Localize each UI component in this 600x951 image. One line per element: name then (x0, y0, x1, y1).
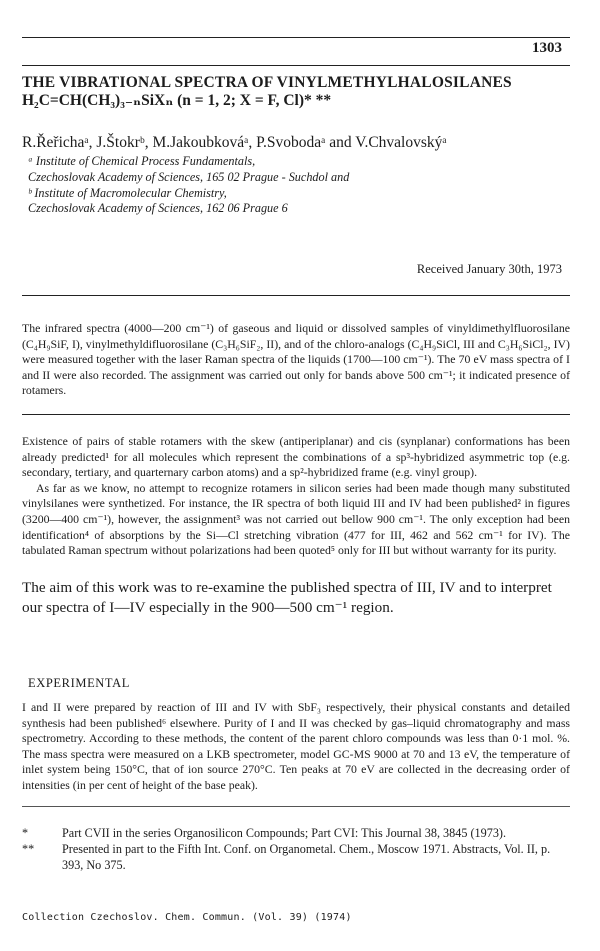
abstract-top-rule (22, 295, 570, 296)
author-list: R.Řeřichaᵃ, J.Štokrᵇ, M.Jakoubkováᵃ, P.Svobodaᵃ and V.Chvalovskýᵃ (22, 134, 447, 151)
abstract-bottom-rule (22, 414, 570, 415)
header-rule (22, 65, 570, 66)
section-heading-experimental: EXPERIMENTAL (28, 676, 131, 690)
aim-statement: The aim of this work was to re-examine the published spectra of III, IV and to interpret our spectra of I—IV especially in the 900—500 cm⁻¹ region. (22, 579, 552, 616)
footnote-mark: * (22, 826, 29, 840)
footnote-text: Part CVII in the series Organosilicon Compounds; Part CVI: This Journal 38, 3845 (1973). (62, 826, 507, 840)
footnote-mark: ** (22, 841, 35, 856)
intro-paragraph: Existence of pairs of stable rotamers with the skew (antiperiplanar) and cis (synplanar) conformations has been already predicted¹ for all molecules which represent the combinations of a sp³-hybridized asymmetric top (e.g. secondary, tertiary, and quarternary carbon atoms) and a sp²-hybridized frame (e.g. vinyl group). (22, 434, 570, 480)
affiliation-line: Czechoslovak Academy of Sciences, 162 06 Prague 6 (28, 201, 288, 216)
footnotes (22, 826, 570, 873)
top-rule (22, 37, 570, 38)
affiliation-line: ᵇ Institute of Macromolecular Chemistry, (28, 185, 227, 200)
article-formula: H₂C=CH(CH₃)₃₋ₙSiXₙ (n = 1, 2; X = F, Cl)* ** (22, 92, 332, 109)
article-title: THE VIBRATIONAL SPECTRA OF VINYLMETHYLHALOSILANES (22, 74, 512, 91)
abstract: The infrared spectra (4000—200 cm⁻¹) of gaseous and liquid or dissolved samples of vinyldimethylfluorosilane (C₄H₉SiF, I), vinylmethyldifluorosilane (C₃H₆SiF₂, II), and of the chloro-analogs (C₄H₉SiCl, III and C₃H₆SiCl₂, IV) were measured together with the laser Raman spectra of the liquids (1700—100 cm⁻¹). The 70 eV mass spectra of I and II were also recorded. The assignment was carried out only for bands above 500 cm⁻¹; it indicated presence of rotamers. (22, 321, 570, 398)
footnote-rule (22, 806, 570, 807)
footnote-text: Presented in part to the Fifth Int. Conf. on Organometal. Chem., Moscow 1971. Abstracts, Vol. II, p. 393, No 375. (62, 841, 551, 872)
introduction (22, 434, 570, 559)
footnote (22, 826, 570, 842)
footnote (22, 842, 570, 874)
affiliation-line: Czechoslovak Academy of Sciences, 165 02 Prague - Suchdol and (28, 169, 350, 184)
journal-citation: Collection Czechoslov. Chem. Commun. (Vol. 39) (1974) (22, 912, 352, 923)
affiliations (28, 154, 568, 217)
page-number: 1303 (532, 40, 562, 56)
received-date: Received January 30th, 1973 (416, 262, 562, 276)
experimental-text: I and II were prepared by reaction of III and IV with SbF₃ respectively, their physical constants and detailed synthesis had been published⁶ elsewhere. Purity of I and II was checked by gas–liquid chromatography and mass spectrometry. According to these methods, the content of the parent chloro compounds was less than 0·1 mol. %. The mass spectra were measured on a LKB spectrometer, model GC-MS 9000 at 70 and 13 eV, the temperature of inlet system being 150°C, that of ion source 270°C. Ten peaks at 70 eV are collected in the decreasing order of intensities (in per cent of height of the base peak). (22, 700, 570, 792)
intro-paragraph: As far as we know, no attempt to recognize rotamers in silicon series had been made though many substituted vinylsilanes were synthetized. For instance, the IR spectra of both liquid III and IV had been published² in figures (3200—400 cm⁻¹), however, the assignment³ was not carried out bellow 900 cm⁻¹. The only exception had been identification⁴ of absorptions by the Si—Cl stretching vibration (477 for III, 462 and 562 cm⁻¹ for IV). The tabulated Raman spectrum without polarizations had been quoted⁵ only for III but without warranty for its purity. (22, 480, 570, 558)
affiliation-line: ᵃ Institute of Chemical Process Fundamentals, (28, 154, 256, 168)
